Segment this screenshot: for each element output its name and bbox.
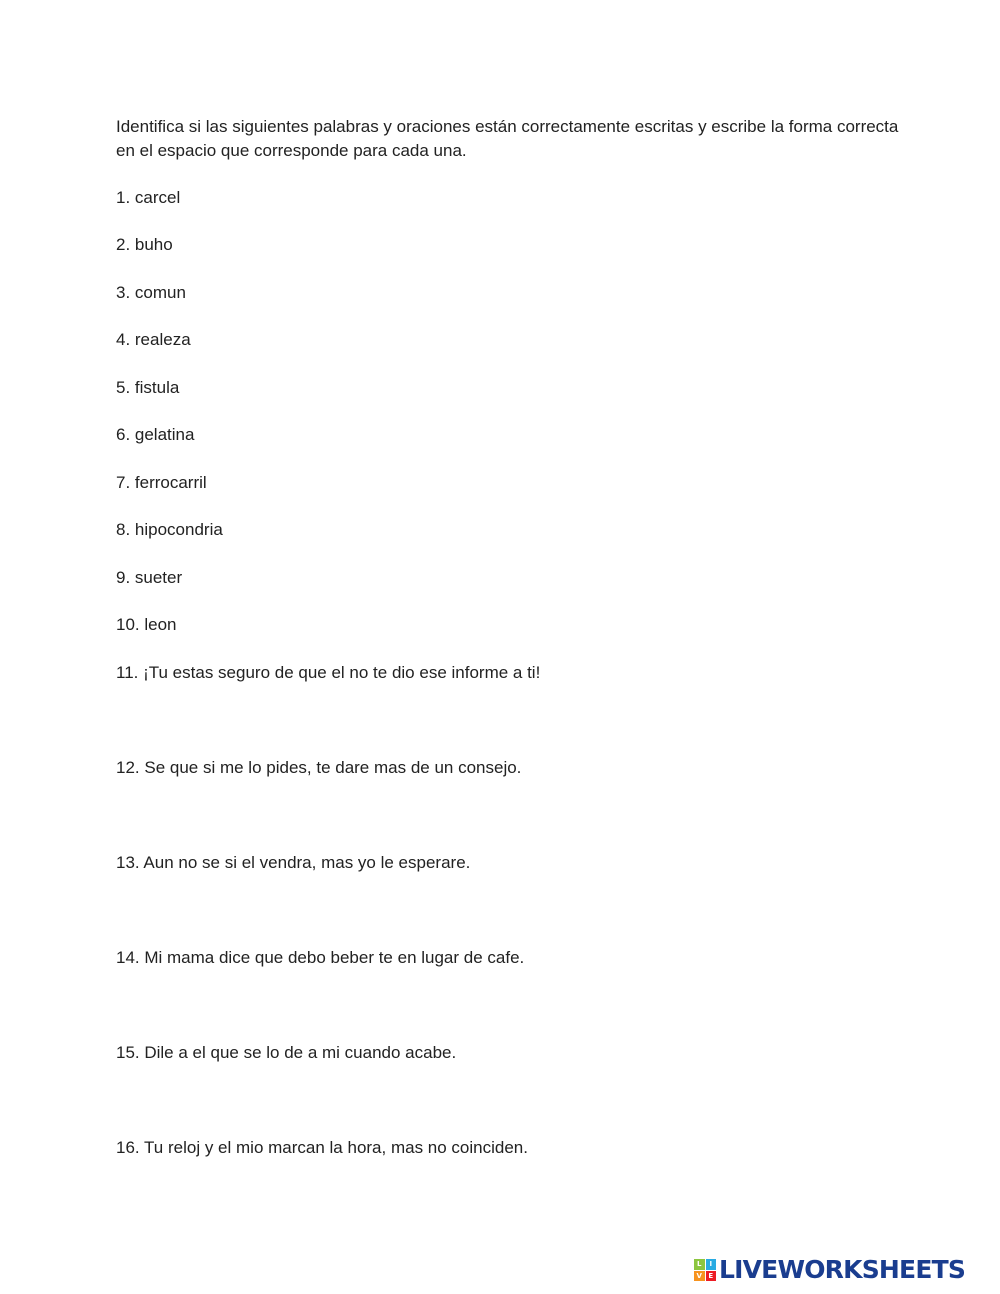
list-item: 12. Se que si me lo pides, te dare mas de un consejo. — [116, 758, 522, 777]
list-item: 5. fistula — [116, 378, 180, 397]
instructions-text: Identifica si las siguientes palabras y oraciones están correctamente escritas y escribe la forma correcta en el espacio que corresponde para cada una. — [116, 117, 899, 160]
list-item: 10. leon — [116, 615, 177, 634]
list-item: 2. buho — [116, 235, 173, 254]
list-item: 15. Dile a el que se lo de a mi cuando acabe. — [116, 1043, 457, 1062]
logo-tile: I — [706, 1259, 717, 1270]
list-item: 3. comun — [116, 283, 186, 302]
list-item: 7. ferrocarril — [116, 473, 207, 492]
list-item: 4. realeza — [116, 330, 191, 349]
list-item: 14. Mi mama dice que debo beber te en lugar de cafe. — [116, 948, 525, 967]
list-item: 11. ¡Tu estas seguro de que el no te dio ese informe a ti! — [116, 663, 541, 682]
logo-tile: V — [694, 1271, 705, 1282]
list-item: 16. Tu reloj y el mio marcan la hora, mas no coinciden. — [116, 1138, 528, 1157]
list-item: 13. Aun no se si el vendra, mas yo le esperare. — [116, 853, 471, 872]
logo-tile: E — [706, 1271, 717, 1282]
liveworksheets-logo — [694, 1256, 988, 1284]
logo-tile: L — [694, 1259, 705, 1270]
list-item: 1. carcel — [116, 188, 181, 207]
list-item: 8. hipocondria — [116, 520, 223, 539]
list-item: 9. sueter — [116, 568, 183, 587]
liveworksheets-logo-icon — [694, 1259, 716, 1281]
logo-text: LIVEWORKSHEETS — [719, 1255, 966, 1284]
list-item: 6. gelatina — [116, 425, 195, 444]
